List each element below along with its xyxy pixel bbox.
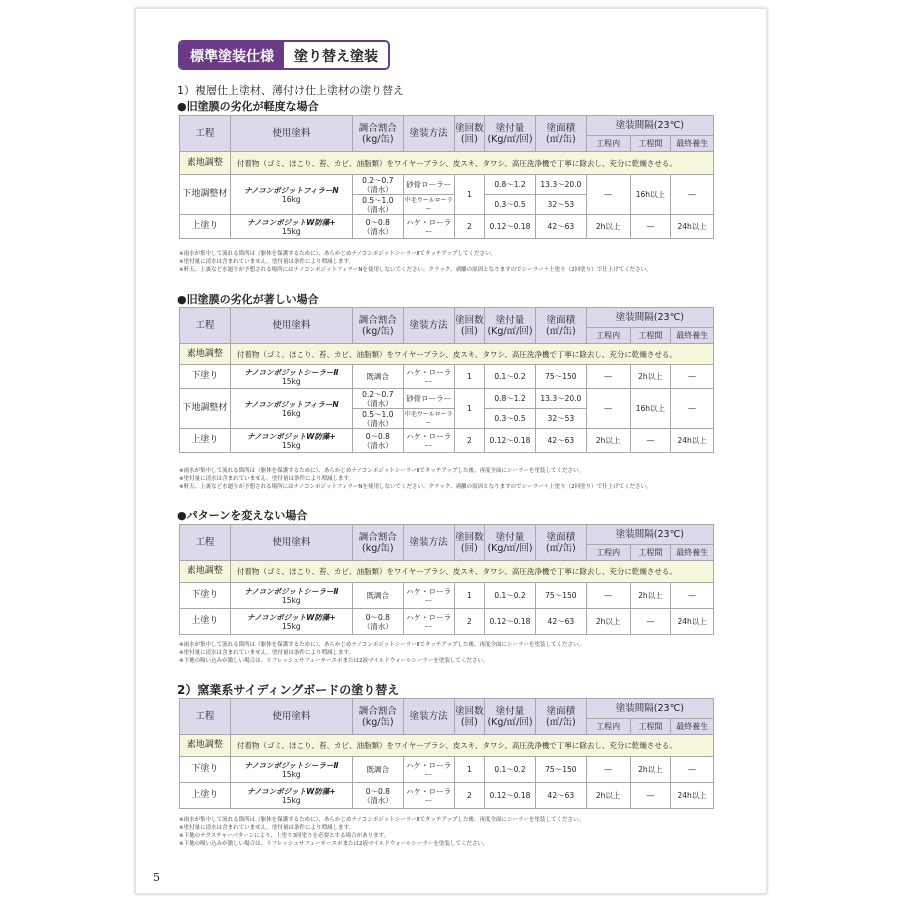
header-label-standard-spec: 標準塗装仕様: [180, 42, 284, 68]
table-row: 上塗り ナノコンポジットW防藻+ 15kg 0～0.8 （清水） ハケ・ローラー 2 0.12～0.18 42～63 2h以上 ― 24h以上: [180, 609, 714, 635]
col-mix: 調合割合 (kg/缶): [352, 116, 403, 152]
table-row: 上塗り ナノコンポジットW防藻+ 15kg 0～0.8 （清水） ハケ・ローラー 2 0.12～0.18 42～63 2h以上 ― 24h以上: [180, 429, 714, 453]
table-row: 上塗り ナノコンポジットW防藻+ 15kg 0～0.8 （清水） ハケ・ローラー 2 0.12～0.18 42～63 2h以上 ― 24h以上: [180, 215, 714, 239]
table-row: 素地調整 付着物（ゴミ、ほこり、苔、カビ、油脂類）をワイヤーブラシ、皮スキ、タワシ、高圧洗浄機で丁寧に除去し、充分に乾燥させる。: [180, 152, 714, 175]
table1-notes: ※雨水が集中して流れる箇所は（躯体を保護するために）、あらかじめナノコンポジットシーラーⅡでタッチアップしてください。 ※塗付量に清水は含まれていません。塗付量は条件により増減します。 ※軒天、上裏など水廻りが予想される場所にはナノコンポジットフィラーNを使用しないでください。クラック、剥離の原因となりますのでシーラー＋上塗り（2回塗り）で仕上げてください。: [179, 251, 652, 273]
col-area: 塗面積 (㎡/缶): [535, 116, 586, 152]
table-row: 素地調整 付着物（ゴミ、ほこり、苔、カビ、油脂類）をワイヤーブラシ、皮スキ、タワシ、高圧洗浄機で丁寧に除去し、充分に乾燥させる。: [180, 561, 714, 583]
table-row: 下塗り ナノコンポジットシーラーⅡ 15kg 既調合 ハケ・ローラー 1 0.1～0.2 75～150 ― 2h以上 ―: [180, 757, 714, 783]
table-row: 上塗り ナノコンポジットW防藻+ 15kg 0～0.8 （清水） ハケ・ローラー 2 0.12～0.18 42～63 2h以上 ― 24h以上: [180, 783, 714, 809]
table2-subtitle: ●旧塗膜の劣化が著しい場合: [177, 293, 319, 306]
table-row: 下塗り ナノコンポジットシーラーⅡ 15kg 既調合 ハケ・ローラー 1 0.1～0.2 75～150 ― 2h以上 ―: [180, 583, 714, 609]
table3-subtitle: ●パターンを変えない場合: [177, 509, 308, 522]
table1-subtitle: ●旧塗膜の劣化が軽度な場合: [177, 100, 319, 113]
spec-header-badge: [178, 40, 390, 70]
col-method: 塗装方法: [403, 116, 454, 152]
table3-notes: ※雨水が集中して流れる箇所は（躯体を保護するために）、あらかじめナノコンポジットシーラーⅡでタッチアップした後、再度全面にシーラーを塗装してください。 ※塗付量に清水は含まれていません。塗付量は条件により増減します。 ※下地の吸い込みが激しい場合は、リフレッシュサフェーサーエポまたは2液マイルドウォールシーラーを塗装してください。: [179, 642, 585, 664]
col-interval-between: 工程間: [630, 136, 671, 152]
table-row: 0.5～1.0 （清水） 中毛ウールローラー 0.3～0.5 32～53: [180, 409, 714, 429]
table2-notes: ※雨水が集中して流れる箇所は（躯体を保護するために）、あらかじめナノコンポジットシーラーⅡでタッチアップした後、再度全面にシーラーを塗装してください。 ※塗付量に清水は含まれていません。塗付量は条件により増減します。 ※軒天、上裏など水廻りが予想される場所にはナノコンポジットフィラーNを使用しないでください。クラック、剥離の原因となりますのでシーラー＋上塗り（2回塗り）で仕上げてください。: [179, 468, 652, 490]
page-number: 5: [153, 871, 160, 884]
header-label-repaint: 塗り替え塗装: [284, 42, 388, 68]
table4-spec: 工程 使用塗料 調合割合 (kg/缶) 塗装方法 塗回数 (回) 塗付量 (Kg/㎡/回) 塗面積 (㎡/缶) 塗装間隔(23℃) 工程内 工程間 最終養生 素地調整 付着物（ゴミ、ほこり、苔、カビ、油脂類）をワイヤーブラシ、皮スキ、タワシ、高圧洗浄機で丁寧に除去し、充分に乾燥させる。 下塗り ナノコンポジットシーラーⅡ 15kg 既調合 ハケ・ローラー 1 0.1～0.2 75～150 ― 2h以上 ― 上塗り ナノコンポジットW防藻+ 15kg 0～0.8 （清水） ハケ・ローラー 2 0.12～0.18 42～63 2h以上 ― 24h以上: [179, 698, 714, 809]
table1-spec: [179, 115, 714, 239]
col-process: 工程: [180, 116, 231, 152]
col-interval-in: 工程内: [586, 136, 630, 152]
table2-spec: 工程 使用塗料 調合割合 (kg/缶) 塗装方法 塗回数 (回) 塗付量 (Kg/㎡/回) 塗面積 (㎡/缶) 塗装間隔(23℃) 工程内 工程間 最終養生 素地調整 付着物（ゴミ、ほこり、苔、カビ、油脂類）をワイヤーブラシ、皮スキ、タワシ、高圧洗浄機で丁寧に除去し、充分に乾燥させる。 下塗り ナノコンポジットシーラーⅡ 15kg 既調合 ハケ・ローラー 1 0.1～0.2 75～150 ― 2h以上 ― 下地調整材 ナノコンポジットフィラーN 16kg 0.2～0.7 （清水） 砂骨ローラー 1 0.8～1.2 13.3～20.0 ― 16h以上 ― 0.5～1.0 （清水） 中毛ウールローラー 0.3～0.5 32～53 上塗り ナノコンポジットW防藻+ 15kg 0～0.8 （清水） ハケ・ローラー 2 0.12～0.18 42～63 2h以上 ― 24h以上: [179, 307, 714, 453]
table-row: 下地調整材 ナノコンポジットフィラーN 16kg 0.2～0.7 （清水） 砂骨ローラー 1 0.8～1.2 13.3～20.0 ― 16h以上 ―: [180, 175, 714, 195]
table-row: 下地調整材 ナノコンポジットフィラーN 16kg 0.2～0.7 （清水） 砂骨ローラー 1 0.8～1.2 13.3～20.0 ― 16h以上 ―: [180, 389, 714, 409]
table-row: 素地調整 付着物（ゴミ、ほこり、苔、カビ、油脂類）をワイヤーブラシ、皮スキ、タワシ、高圧洗浄機で丁寧に除去し、充分に乾燥させる。: [180, 344, 714, 365]
col-coats: 塗回数 (回): [454, 116, 485, 152]
section1-title: 1）複層仕上塗材、薄付け仕上塗材の塗り替え: [177, 84, 404, 97]
table-row: 素地調整 付着物（ゴミ、ほこり、苔、カビ、油脂類）をワイヤーブラシ、皮スキ、タワシ、高圧洗浄機で丁寧に除去し、充分に乾燥させる。: [180, 735, 714, 757]
table4-notes: ※雨水が集中して流れる箇所は（躯体を保護するために）、あらかじめナノコンポジットシーラーⅡでタッチアップした後、再度全面にシーラーを塗装してください。 ※塗付量に清水は含まれていません。塗付量は条件により増減します。 ※下地のテクスチャーパターンにより、上塗り3回塗りを必要とする場合があります。 ※下地の吸い込みが激しい場合は、リフレッシュサフェーサーエポまたは2液マイルドウォールシーラーを塗装してください。: [179, 817, 585, 847]
table-row: 0.5～1.0 （清水） 中毛ウールローラー 0.3～0.5 32～53: [180, 195, 714, 215]
table-row: 下塗り ナノコンポジットシーラーⅡ 15kg 既調合 ハケ・ローラー 1 0.1～0.2 75～150 ― 2h以上 ―: [180, 365, 714, 389]
col-amount: 塗付量 (Kg/㎡/回): [485, 116, 536, 152]
table3-spec: 工程 使用塗料 調合割合 (kg/缶) 塗装方法 塗回数 (回) 塗付量 (Kg/㎡/回) 塗面積 (㎡/缶) 塗装間隔(23℃) 工程内 工程間 最終養生 素地調整 付着物（ゴミ、ほこり、苔、カビ、油脂類）をワイヤーブラシ、皮スキ、タワシ、高圧洗浄機で丁寧に除去し、充分に乾燥させる。 下塗り ナノコンポジットシーラーⅡ 15kg 既調合 ハケ・ローラー 1 0.1～0.2 75～150 ― 2h以上 ― 上塗り ナノコンポジットW防藻+ 15kg 0～0.8 （清水） ハケ・ローラー 2 0.12～0.18 42～63 2h以上 ― 24h以上: [179, 524, 714, 635]
col-interval-final: 最終養生: [671, 136, 714, 152]
col-material: 使用塗料: [230, 116, 352, 152]
section2-title: 2）窯業系サイディングボードの塗り替え: [177, 683, 400, 697]
col-interval: 塗装間隔(23℃): [586, 116, 713, 136]
